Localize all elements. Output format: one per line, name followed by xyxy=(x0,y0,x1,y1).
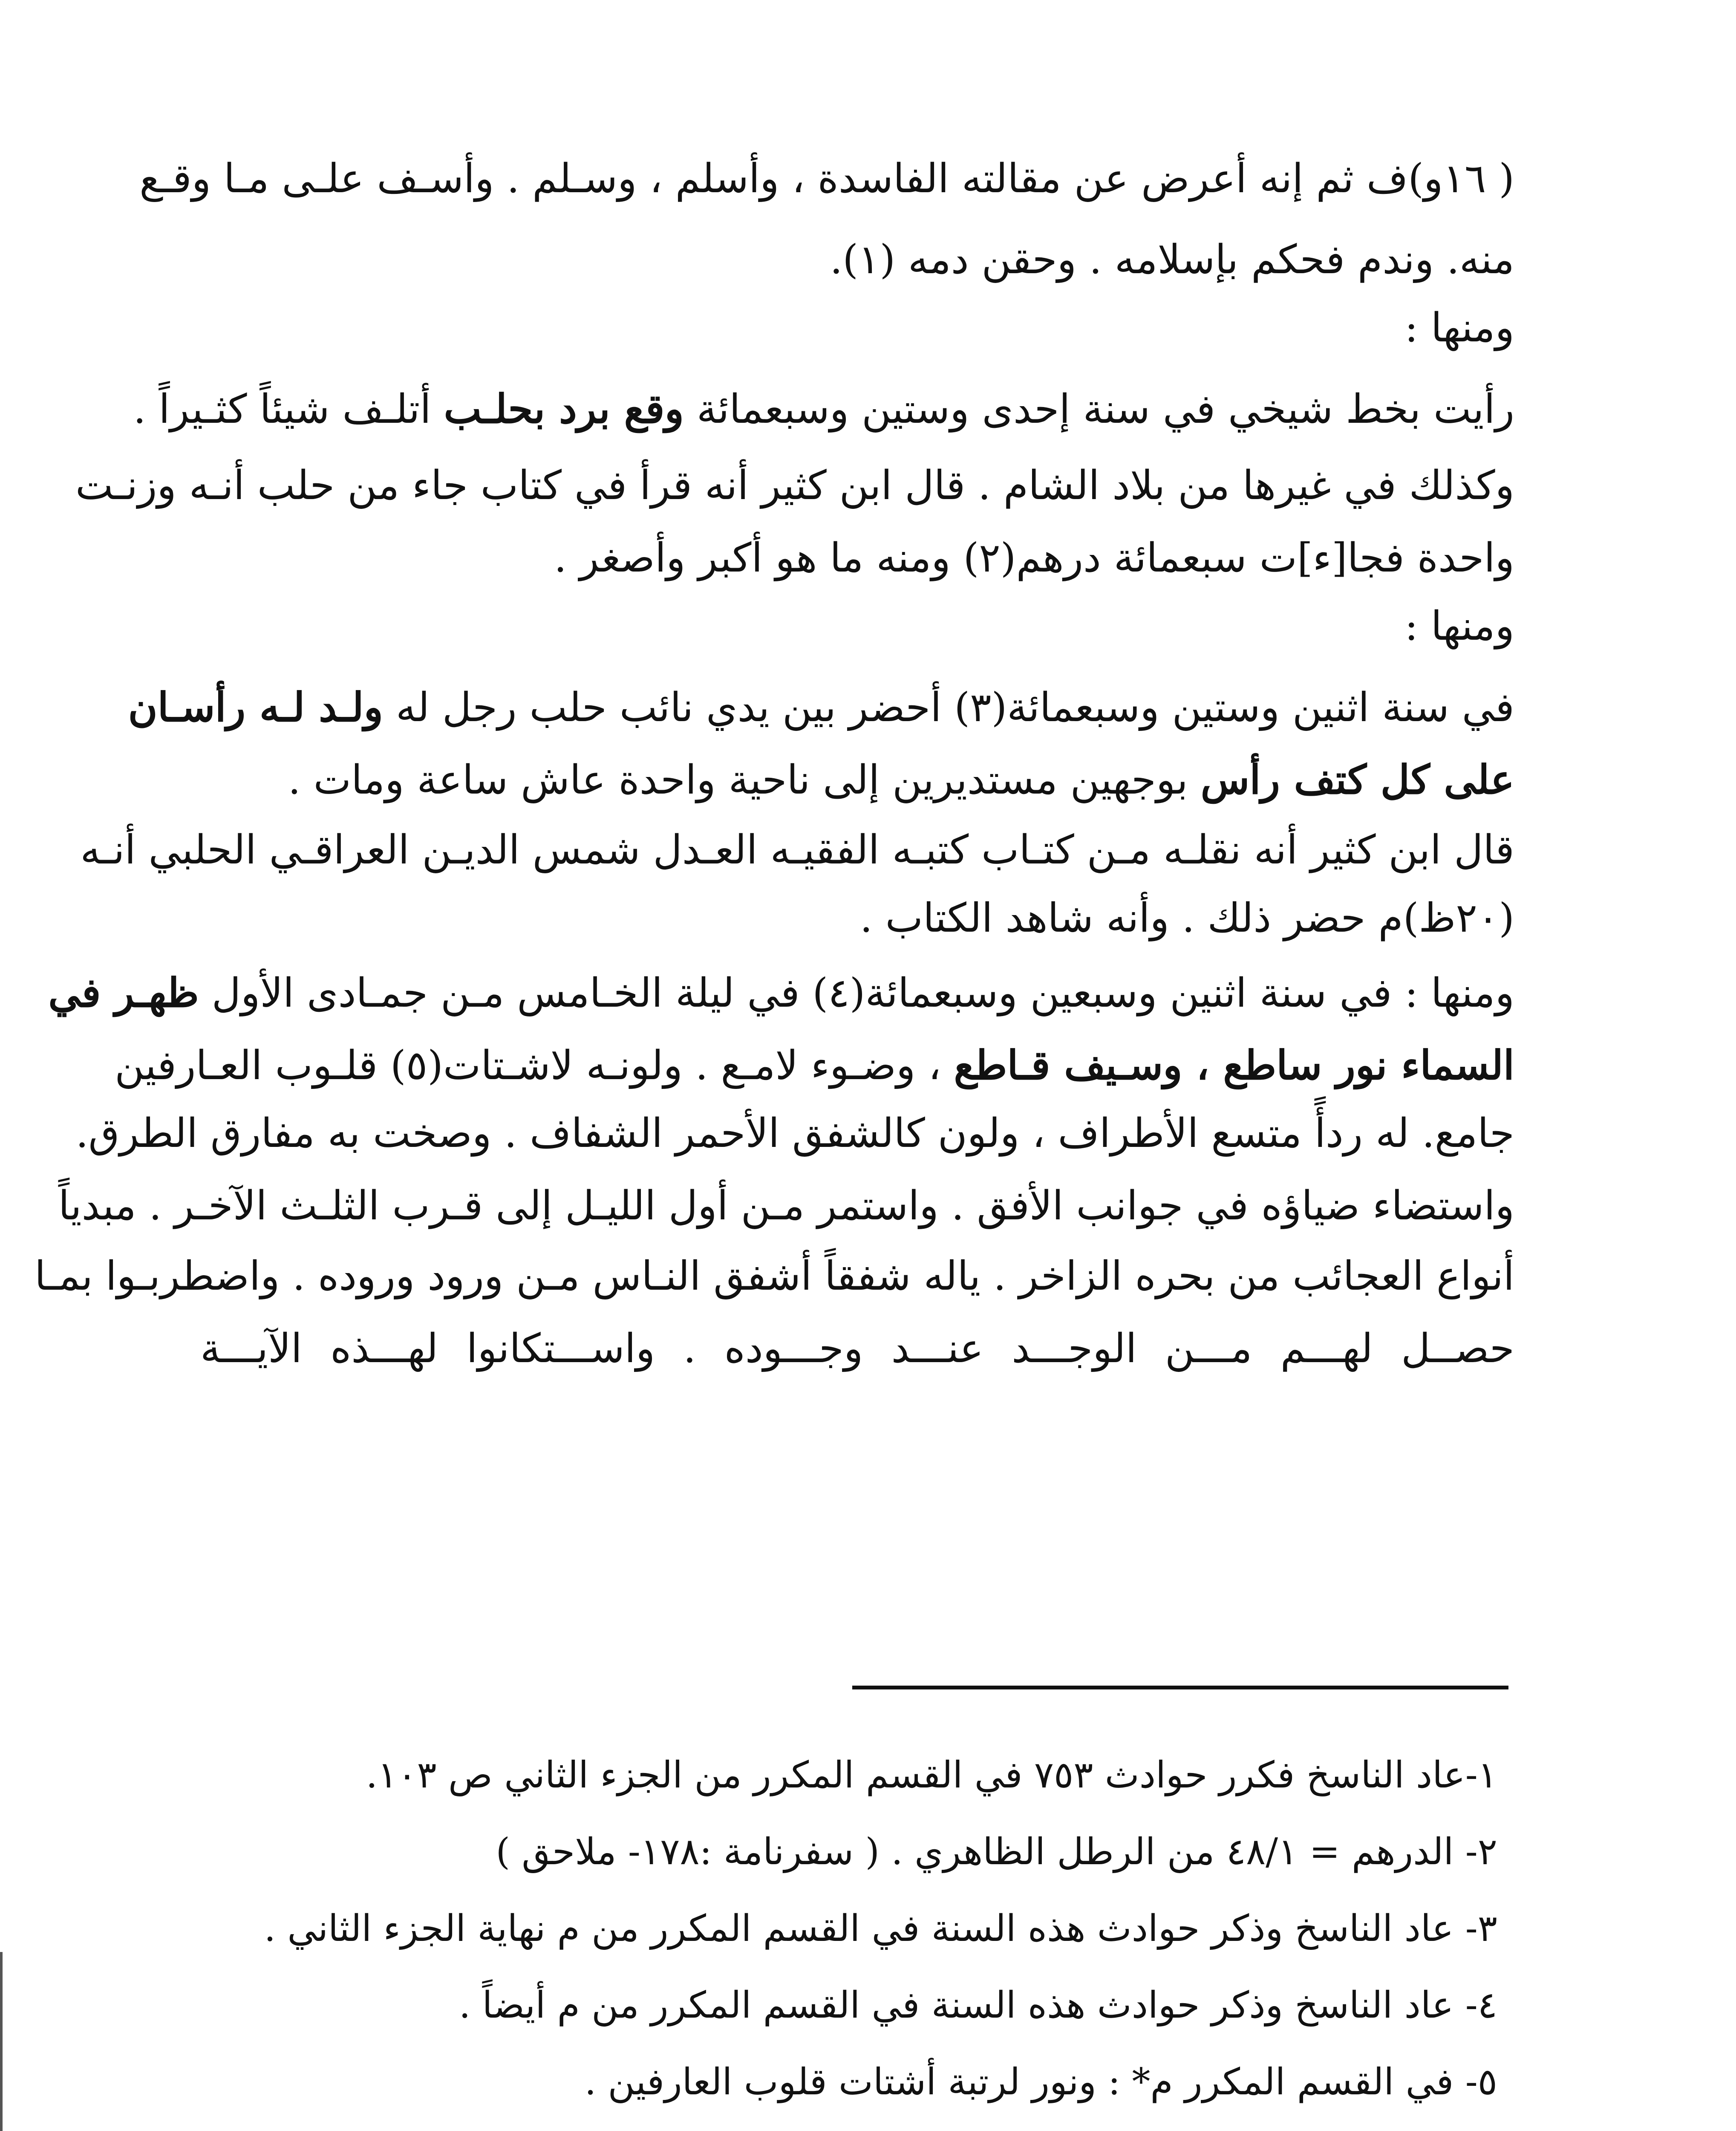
footnote: ١-عاد الناسخ فكرر حوادث ٧٥٣ في القسم المكرر من الجزء الثاني ص ١٠٣. xyxy=(366,1754,1497,1796)
footnote: ٣- عاد الناسخ وذكر حوادث هذه السنة في القسم المكرر من م نهاية الجزء الثاني . xyxy=(264,1907,1497,1950)
bold-text-run: وقع برد بحلـب xyxy=(444,386,684,433)
text-line: وكذلك في غيرها من بلاد الشام . قال ابن كثير أنه قرأ في كتاب جاء من حلب أنـه وزنـت xyxy=(75,462,1514,509)
text-run: في سنة اثنين وستين وسبعمائة(٣) أحضر بين يدي نائب حلب رجل له xyxy=(383,684,1514,731)
text-line: ومنها : xyxy=(1404,305,1514,351)
text-line: أنواع العجائب من بحره الزاخر . ياله شفقاً أشفق النـاس مـن ورود وروده . واضطربـوا بمـا xyxy=(35,1253,1514,1299)
text-line: قال ابن كثير أنه نقلـه مـن كتـاب كتبـه الفقيـه العـدل شمس الديـن العراقـي الحلبي أنـه xyxy=(80,827,1514,873)
text-line: ومنها : xyxy=(1404,603,1514,650)
footnote-separator xyxy=(852,1686,1508,1689)
text-line: ( ١٦و)ف ثم إنه أعرض عن مقالته الفاسدة ، وأسلم ، وسـلم . وأسـف علـى مـا وقـع xyxy=(139,156,1514,202)
text-line: حصــل لهـــم مـــن الوجـــد عنـــد وجـــوده . واســـتكانوا لهـــذه الآيـــة xyxy=(200,1325,1514,1372)
footnote: ٢- الدرهم = ٤٨/١ من الرطل الظاهري . ( سفرنامة :١٧٨- ملاحق ) xyxy=(496,1831,1497,1873)
footnote: ٥- في القسم المكرر م* : ونور لرتبة أشتات قلوب العارفين . xyxy=(584,2061,1497,2103)
text-run: ، وضـوء لامـع . ولونـه لاشـتات(٥) قلـوب العـارفين xyxy=(115,1042,954,1089)
text-line: (٢٠ظ)م حضر ذلك . وأنه شاهد الكتاب . xyxy=(859,895,1514,941)
text-line xyxy=(128,680,1514,736)
text-line xyxy=(200,752,1514,808)
text-run: أتلـف شيئاً كثـيراً . xyxy=(133,386,444,433)
scan-edge-mark xyxy=(0,1952,3,2131)
text-run: رأيت بخط شيخي في سنة إحدى وستين وسبعمائة xyxy=(683,386,1514,433)
text-line xyxy=(48,965,1514,1021)
bold-text-run: ولـد لـه رأسـان xyxy=(128,684,384,731)
bold-text-run: ظهـر في xyxy=(48,970,199,1016)
text-line xyxy=(115,1038,1514,1094)
bold-text-run: على كل كتف رأس xyxy=(1200,757,1514,803)
text-line: واستضاء ضياؤه في جوانب الأفق . واستمر مـن أول الليـل إلى قـرب الثلـث الآخـر . مبدياً xyxy=(58,1183,1514,1229)
text-run: بوجهين مستديرين إلى ناحية واحدة عاش ساعة ومات . xyxy=(288,757,1201,803)
text-line: واحدة فجا[ء]ت سبعمائة درهم(٢) ومنه ما هو أكبر وأصغر . xyxy=(554,535,1514,581)
text-line xyxy=(133,381,1514,437)
bold-text-run: السماء نور ساطع ، وسـيف قـاطع xyxy=(954,1042,1514,1089)
text-line: منه. وندم فحكم بإسلامه . وحقن دمه (١). xyxy=(830,237,1514,283)
text-run: ومنها : في سنة اثنين وسبعين وسبعمائة(٤) في ليلة الخـامس مـن جمـادى الأول xyxy=(199,970,1514,1016)
footnote: ٤- عاد الناسخ وذكر حوادث هذه السنة في القسم المكرر من م أيضاً . xyxy=(459,1984,1497,2027)
text-line: جامع. له ردأً متسع الأطراف ، ولون كالشفق الأحمر الشفاف . وصخت به مفارق الطرق. xyxy=(75,1110,1514,1157)
